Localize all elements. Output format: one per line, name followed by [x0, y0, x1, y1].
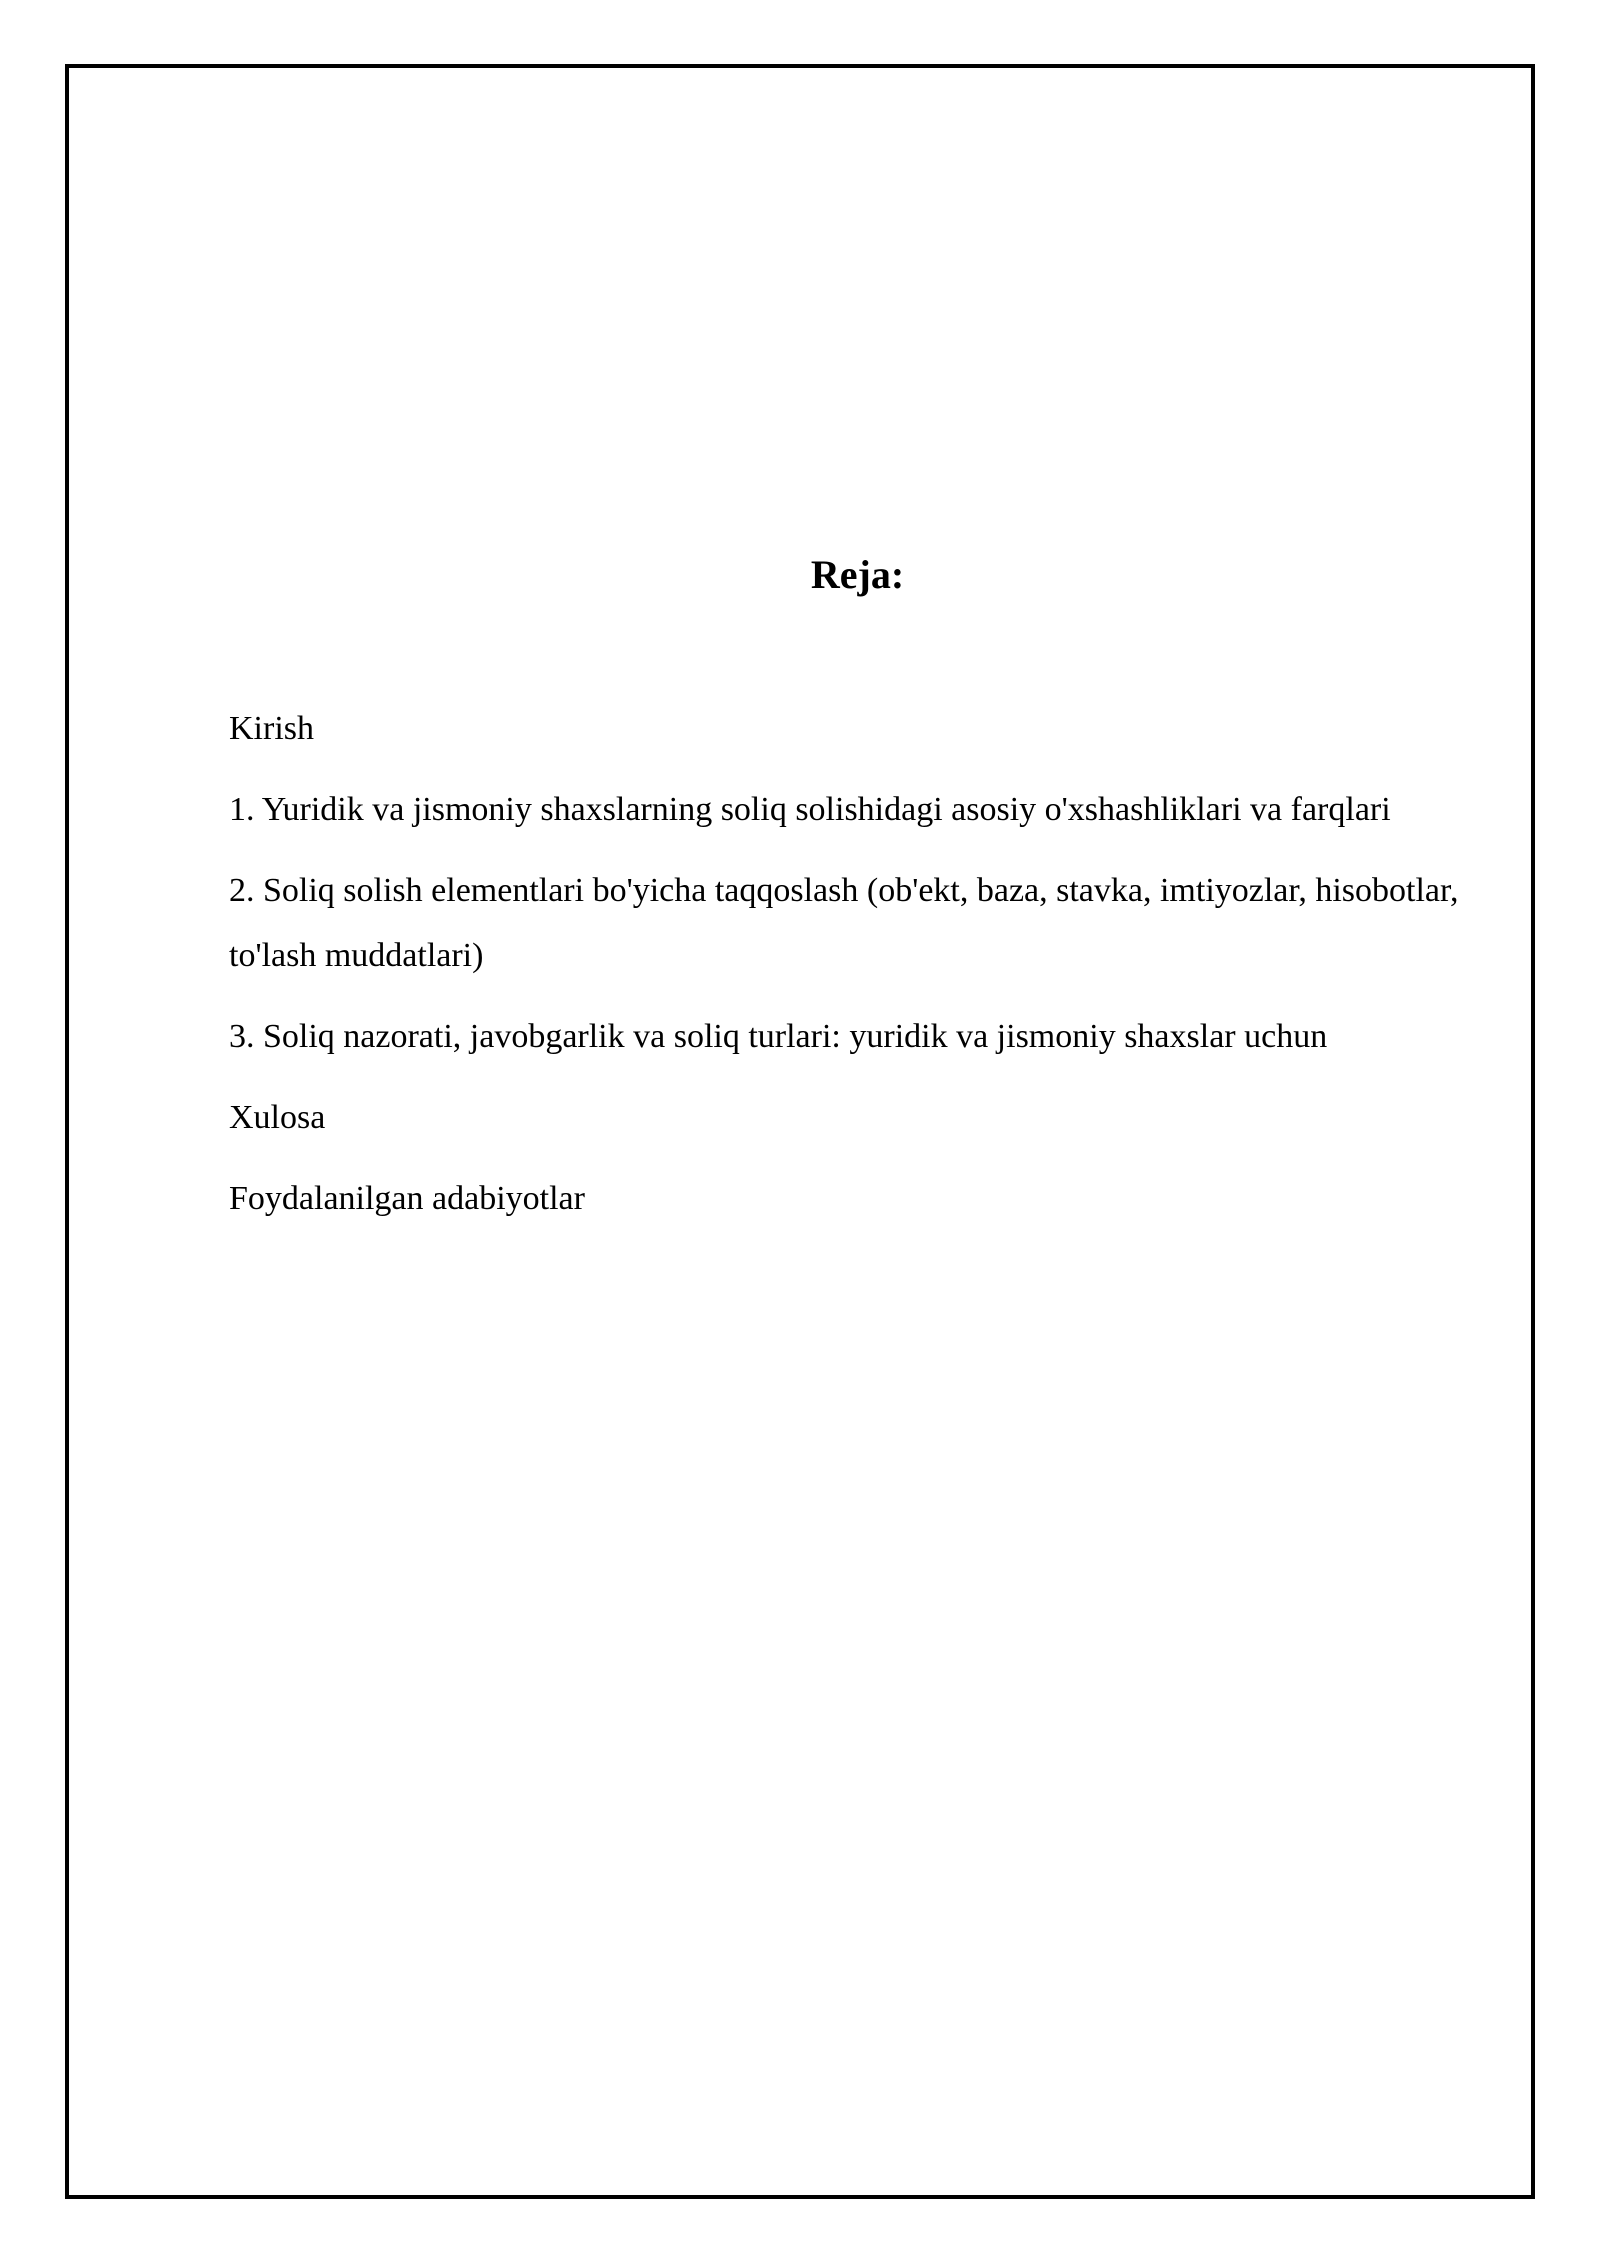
- plan-item-conclusion: Xulosa: [229, 1099, 326, 1136]
- plan-item-2: 2. Soliq solish elementlari bo'yicha taqqoslash (ob'ekt, baza, stavka, imtiyozlar, hisobotlar, to'lash muddatlari): [229, 872, 1459, 974]
- plan-item-references: Foydalanilgan adabiyotlar: [229, 1180, 585, 1217]
- plan-list: [229, 696, 1469, 1247]
- plan-item-1: 1. Yuridik va jismoniy shaxslarning soliq solishidagi asosiy o'xshashliklari va farqlari: [229, 791, 1391, 828]
- page-title: Reja:: [810, 552, 905, 597]
- plan-item-introduction: Kirish: [229, 710, 314, 747]
- plan-item-3: 3. Soliq nazorati, javobgarlik va soliq turlari: yuridik va jismoniy shaxslar uchun: [229, 1018, 1328, 1055]
